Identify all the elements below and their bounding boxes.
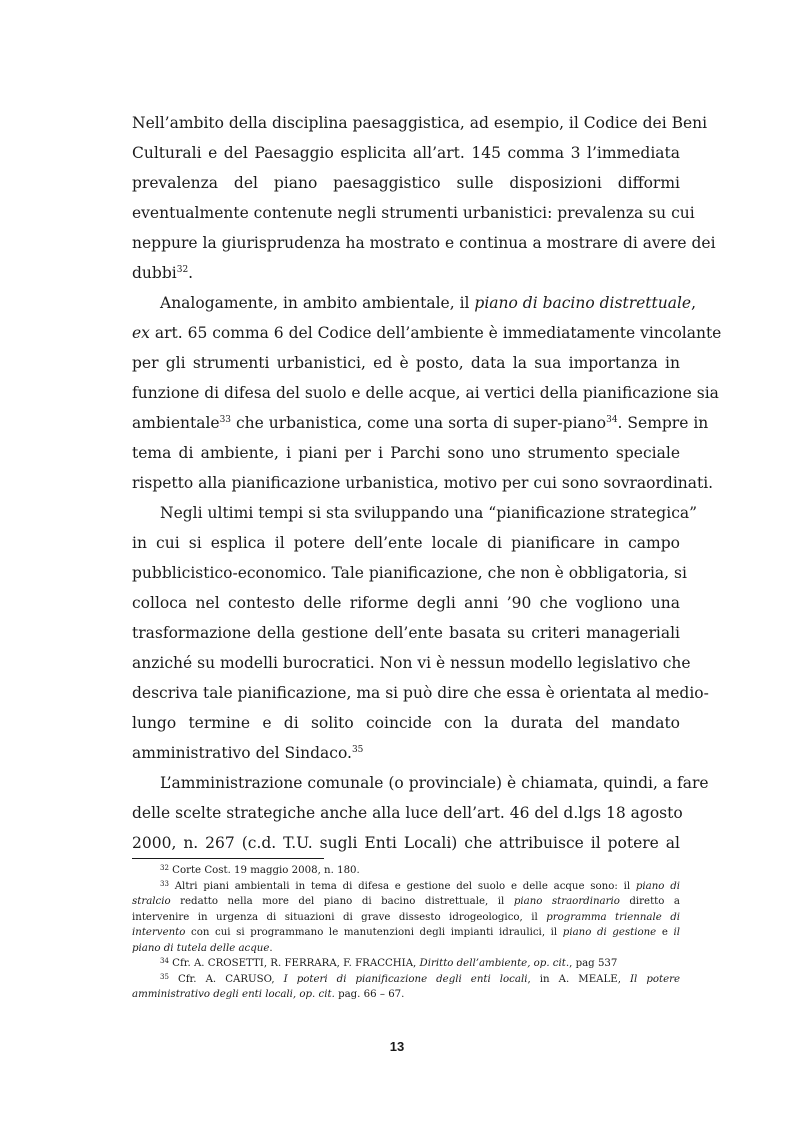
footnote-32: $^{32}$ Corte Cost. 19 maggio 2008, n. 180. [160, 864, 360, 876]
text-line: Analogamente, in ambito ambientale, il piano di bacino distrettuale, [160, 294, 697, 312]
footnote-ref-34[interactable]: 34 [606, 415, 618, 425]
text-line: per gli strumenti urbanistici, ed è posto, data la sua importanza in [132, 354, 680, 372]
text-line: prevalenza del piano paesaggistico sulle disposizioni difformi [132, 174, 680, 192]
footnote-34: $^{34}$ Cfr. A. CROSETTI, R. FERRARA, F. FRACCHIA, Diritto dell’ambiente, op. cit., pag 537 [160, 957, 618, 969]
text-line: Culturali e del Paesaggio esplicita all’art. 145 comma 3 l’immediata [132, 144, 680, 162]
footnote-33-line: intervenire in urgenza di situazioni di grave dissesto idrogeologico, il programma triennale di [132, 911, 681, 923]
footnote-35: $^{35}$ Cfr. A. CARUSO, I poteri di pianificazione degli enti locali, in A. MEALE, Il potere [160, 972, 680, 985]
text-line: dubbi$^{32}$. [132, 264, 194, 282]
footnote-33-line: piano di tutela delle acque. [132, 942, 273, 954]
footnote-separator [132, 858, 324, 859]
footnote-33-line: stralcio redatto nella more del piano di bacino distrettuale, il piano straordinario diretto a [132, 896, 681, 907]
text-line: amministrativo del Sindaco.$^{35}$ [132, 744, 364, 762]
text-line: funzione di difesa del suolo e delle acque, ai vertici della pianificazione sia [132, 384, 719, 402]
text-line: anziché su modelli burocratici. Non vi è nessun modello legislativo che [132, 654, 691, 672]
footnote-33-line: intervento con cui si programmano le manutenzioni degli impianti idraulici, il piano di gestione e il [132, 927, 680, 938]
text-line: ex art. 65 comma 6 del Codice dell’ambiente è immediatamente vincolante [132, 324, 722, 342]
footnote-35-line: amministrativo degli enti locali, op. cit. pag. 66 – 67. [132, 989, 405, 1000]
text-line: rispetto alla pianificazione urbanistica, motivo per cui sono sovraordinati. [132, 474, 714, 492]
footnote-33: $^{33}$ Altri piani ambientali in tema di difesa e gestione del suolo e delle acque sono: il piano di [160, 879, 680, 892]
footnotes [132, 863, 680, 1003]
body-text [132, 108, 722, 858]
page-number: 13 [389, 1039, 405, 1054]
footnote-ref-35[interactable]: 35 [351, 745, 364, 755]
text-line: pubblicistico-economico. Tale pianificazione, che non è obbligatoria, si [132, 564, 687, 582]
text-line: 2000, n. 267 (c.d. T.U. sugli Enti Locali) che attribuisce il potere al [132, 834, 680, 852]
text-line: eventualmente contenute negli strumenti urbanistici: prevalenza su cui [132, 204, 695, 222]
text-line: colloca nel contesto delle riforme degli anni ’90 che vogliono una [132, 594, 680, 612]
text-line: Nell’ambito della disciplina paesaggistica, ad esempio, il Codice dei Beni [132, 114, 708, 132]
text-line: trasformazione della gestione dell’ente basata su criteri manageriali [132, 624, 680, 642]
footnote-ref-32[interactable]: 32 [176, 265, 189, 275]
footnote-ref-33[interactable]: 33 [219, 415, 232, 425]
text-line: ambientale$^{33}$ che urbanistica, come una sorta di super-piano$^{34}$. Sempre in [132, 414, 709, 432]
text-line: neppure la giurisprudenza ha mostrato e continua a mostrare di avere dei [132, 234, 716, 252]
text-line: tema di ambiente, i piani per i Parchi sono uno strumento speciale [132, 444, 680, 462]
text-line: Negli ultimi tempi si sta sviluppando una “pianificazione strategica” [160, 504, 698, 522]
text-line: L’amministrazione comunale (o provinciale) è chiamata, quindi, a fare [160, 774, 709, 792]
text-line: in cui si esplica il potere dell’ente locale di pianificare in campo [132, 534, 680, 552]
text-line: lungo termine e di solito coincide con la durata del mandato [132, 714, 680, 732]
text-line: delle scelte strategiche anche alla luce dell’art. 46 del d.lgs 18 agosto [132, 804, 683, 822]
text-line: descriva tale pianificazione, ma si può dire che essa è orientata al medio- [132, 684, 709, 702]
